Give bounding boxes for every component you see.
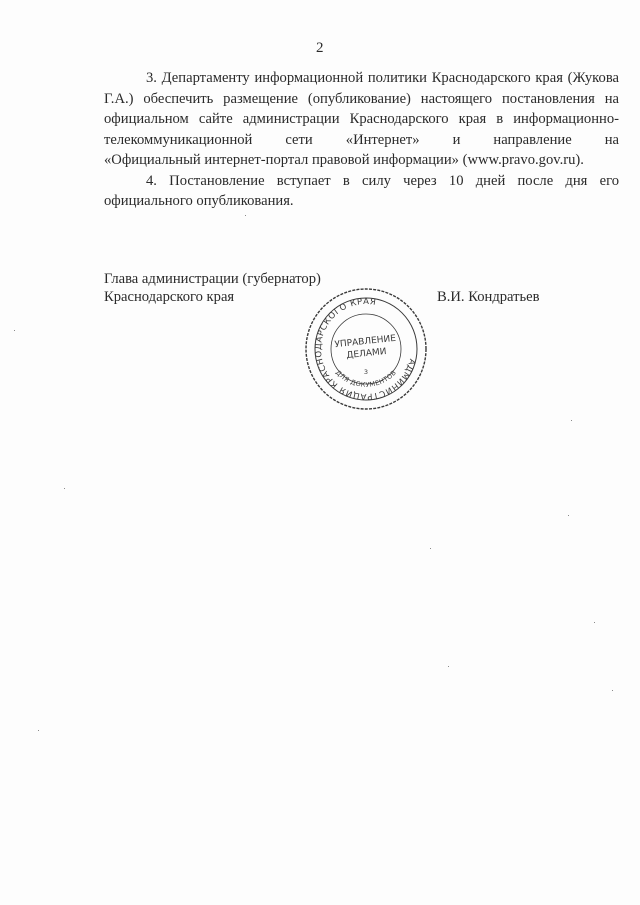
paragraph-3-text: 3. Департаменту информационной политики Краснодарского края (Жукова Г.А.) обеспечить размещение (опубликование) настоящего постановления на официальном сайте администрации Краснодарского края в информационно-телекоммуникационной сети «Интернет» и направление на: [104, 70, 619, 148]
page-number: 2: [316, 40, 324, 56]
scan-speck: [245, 215, 246, 216]
scan-speck: [38, 730, 39, 731]
paragraph-3-tail: «Официальный интернет-портал правовой информации» (www.pravo.gov.ru).: [104, 152, 584, 168]
document-body: [104, 68, 619, 212]
scan-speck: [612, 690, 613, 691]
paragraph-4: [104, 171, 619, 192]
seal-ring-text: АДМИНИСТРАЦИЯ КРАСНОДАРСКОГО КРАЯ: [313, 296, 417, 402]
paragraph-4-text: 4. Постановление вступает в силу через 10 дней после дня его: [146, 172, 619, 189]
scan-speck: [594, 622, 595, 623]
paragraph-3-last-line: [104, 150, 619, 171]
seal-number: 3: [363, 368, 369, 376]
official-seal-stamp: [301, 284, 431, 414]
signatory-title: [104, 270, 321, 306]
signatory-title-line-1: Глава администрации (губернатор): [104, 271, 321, 287]
paragraph-4-last-line: [104, 191, 619, 212]
seal-bottom-text: ДЛЯ ДОКУМЕНТОВ: [333, 368, 399, 389]
scan-speck: [430, 548, 431, 549]
scan-speck: [448, 666, 449, 667]
seal-center-line-2: ДЕЛАМИ: [346, 346, 388, 362]
scan-speck: [571, 420, 572, 421]
scan-speck: [64, 488, 65, 489]
seal-center-line-1: УПРАВЛЕНИЕ: [334, 333, 397, 351]
signatory-title-line-2: Краснодарского края: [104, 289, 235, 305]
signatory-name: В.И. Кондратьев: [437, 289, 540, 305]
scan-speck: [568, 515, 569, 516]
paragraph-4-tail: официального опубликования.: [104, 193, 294, 209]
scan-speck: [14, 330, 15, 331]
seal-graphic: [301, 284, 431, 414]
paragraph-3: [104, 68, 619, 150]
